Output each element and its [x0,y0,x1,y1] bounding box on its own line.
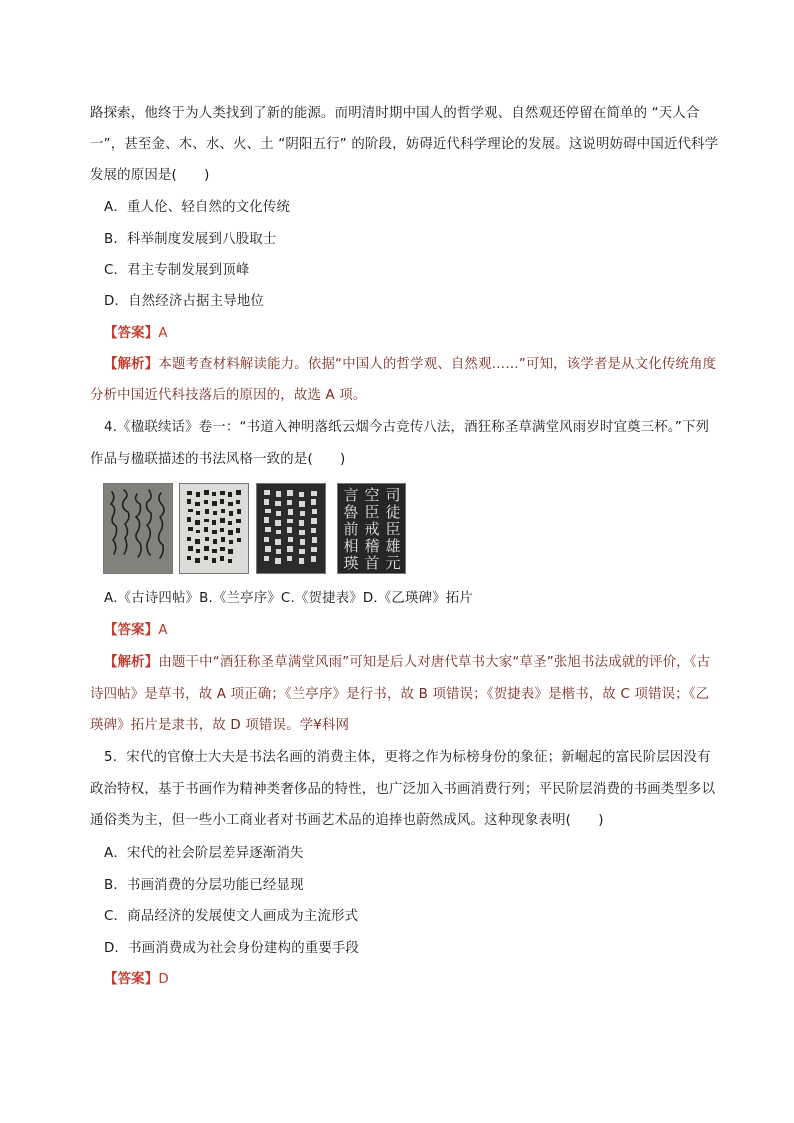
answer-value: D [158,972,169,987]
calligraphy-image-lantingxu [179,483,249,574]
rubbing-char: 相 [343,537,359,555]
rubbing-char: 言 [343,486,359,504]
explanation-tag: 【解析】 [104,357,159,372]
q3-option-b: B．科举制度发展到八股取士 [104,232,277,247]
answer-tag: 【答案】 [104,326,159,341]
q3-stem-line-2: 一”，甚至金、木、水、火、土 “阴阳五行” 的阶段，妨碍近代科学理论的发展。这说明妨碍中国近代科学 [90,137,719,152]
q3-stem-line-3: 发展的原因是( ) [90,168,210,183]
answer-value: A [158,326,168,341]
rubbing-char: 魯 [343,503,359,521]
q4-explanation-line-1 [104,652,744,674]
rubbing-char: 空 [364,486,380,504]
q4-explanation-line-3: 瑛碑》拓片是隶书，故 D 项错误。学¥科网 [90,718,350,733]
rubbing-char: 臣 [385,520,401,538]
rubbing-char: 稽 [364,537,380,555]
q4-explanation-line-2: 诗四帖》是草书，故 A 项正确；《兰亭序》是行书，故 B 项错误；《贺捷表》是楷书，故 C 项错误；《乙 [90,687,710,702]
q3-stem-line-1: 路探索，他终于为人类找到了新的能源。而明清时期中国人的哲学观、自然观还停留在简单的 “天人合 [90,106,700,121]
answer-tag: 【答案】 [104,623,159,638]
q4-stem-line-1: 4.《楹联续话》卷一：“书道入神明落纸云烟今古竞传八法，酒狂称圣草满堂风雨岁时宜奠三杯。”下列 [104,420,710,435]
q3-option-a: A．重人伦、轻自然的文化传统 [104,200,291,215]
answer-value: A [158,623,168,638]
explanation-tag: 【解析】 [104,655,159,670]
calligraphy-image-hejiebiao [256,483,326,574]
rubbing-char: 元 [385,554,401,572]
explanation-text: 由题干中“酒狂称圣草满堂风雨”可知是后人对唐代草书大家“草圣”张旭书法成就的评价，《古 [158,655,711,670]
rubbing-char: 前 [343,520,359,538]
q3-explanation-line-2: 分析中国近代科技落后的原因的，故选 A 项。 [90,388,367,403]
q4-options: A.《古诗四帖》B.《兰亭序》C.《贺捷表》D.《乙瑛碑》拓片 [104,591,473,606]
q5-option-c: C．商品经济的发展使文人画成为主流形式 [104,909,359,924]
q3-option-d: D．自然经济占据主导地位 [104,294,265,309]
calligraphy-image-yiyingbei [337,483,406,574]
q5-option-a: A．宋代的社会阶层差异逐渐消失 [104,846,304,861]
rubbing-char: 臣 [364,503,380,521]
q5-stem-line-1: 5．宋代的官僚士大夫是书法名画的消费主体，更将之作为标榜身份的象征；新崛起的富民阶层因没有 [104,750,711,765]
q4-answer [104,620,744,642]
rubbing-char: 司 [385,486,401,504]
answer-tag: 【答案】 [104,972,159,987]
q4-stem-line-2: 作品与楹联描述的书法风格一致的是( ) [90,452,346,467]
q5-stem-line-3: 通俗类为主，但一些小工商业者对书画艺术品的追捧也蔚然成风。这种现象表明( ) [90,813,604,828]
q3-option-c: C．君主专制发展到顶峰 [104,263,250,278]
calligraphy-image-gushisitie [103,483,173,574]
q5-stem-line-2: 政治特权，基于书画作为精神类奢侈品的特性，也广泛加入书画消费行列；平民阶层消费的书画类型多以 [90,782,716,797]
q5-answer [104,969,744,991]
rubbing-char: 瑛 [343,554,359,572]
q5-option-b: B．书画消费的分层功能已经显现 [104,878,304,893]
explanation-text: 本题考查材料解读能力。依据“中国人的哲学观、自然观……”可知，该学者是从文化传统角度 [158,357,717,372]
q3-explanation-line-1 [104,354,744,376]
q3-answer [104,323,744,345]
q5-option-d: D．书画消费成为社会身份建构的重要手段 [104,941,360,956]
rubbing-char: 徒 [385,503,401,521]
rubbing-char: 首 [364,554,380,572]
rubbing-char: 戒 [364,520,380,538]
rubbing-char: 雄 [385,537,401,555]
